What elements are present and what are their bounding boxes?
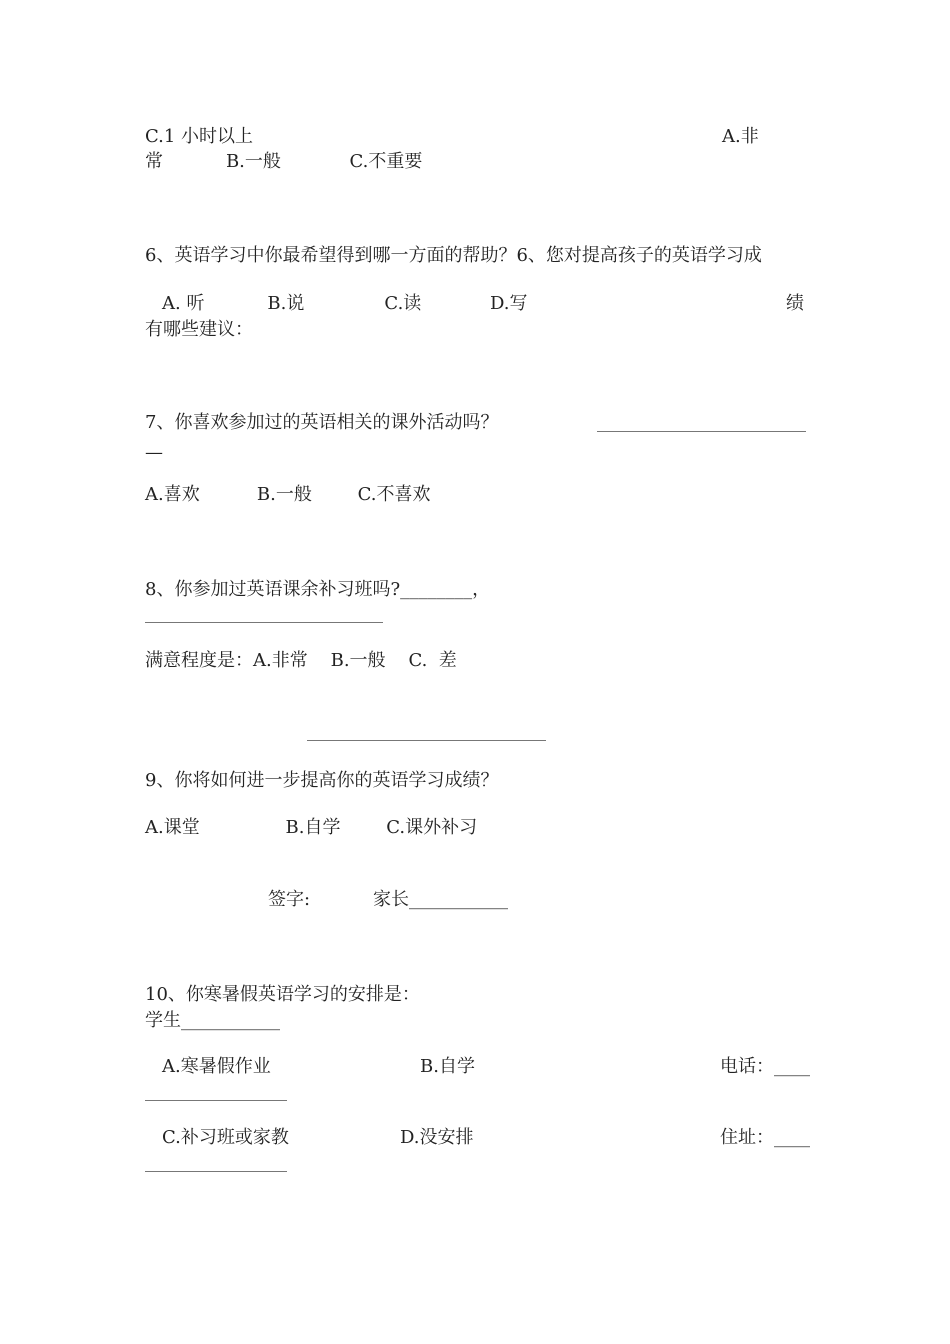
question-6-continuation: 有哪些建议： bbox=[145, 319, 253, 340]
question-10-option-d: D.没安排 bbox=[400, 1127, 474, 1148]
answer-blank-tail: — bbox=[145, 442, 163, 463]
question-7-options: A.喜欢 B.一般 C.不喜欢 bbox=[145, 484, 431, 505]
phone-field: 电话：____ bbox=[720, 1056, 810, 1077]
importance-options: 常 B.一般 C.不重要 bbox=[145, 151, 423, 172]
answer-blank-line bbox=[597, 431, 806, 432]
student-signature: 学生___________ bbox=[145, 1010, 280, 1031]
option-c-over-1-hour: C.1 小时以上 bbox=[145, 126, 254, 147]
address-field: 住址：____ bbox=[720, 1127, 810, 1148]
question-9-options: A.课堂 B.自学 C.课外补习 bbox=[145, 817, 478, 838]
answer-blank-line bbox=[145, 1100, 287, 1101]
parent-signature: 签字: 家长___________ bbox=[268, 889, 509, 910]
answer-blank-line bbox=[145, 1171, 287, 1172]
answer-blank-line bbox=[145, 622, 383, 623]
answer-blank-line bbox=[307, 740, 546, 741]
question-7: 7、你喜欢参加过的英语相关的课外活动吗？ bbox=[145, 412, 499, 433]
question-10-option-a: A.寒暑假作业 bbox=[162, 1056, 271, 1077]
question-6: 6、英语学习中你最希望得到哪一方面的帮助？6、您对提高孩子的英语学习成 bbox=[145, 245, 762, 266]
question-9: 9、你将如何进一步提高你的英语学习成绩？ bbox=[145, 770, 499, 791]
option-a-fei: A.非 bbox=[722, 126, 759, 147]
question-8: 8、你参加过英语课余补习班吗?________， bbox=[145, 579, 491, 600]
question-6-options: A. 听 B.说 C.读 D.写 bbox=[162, 293, 528, 314]
question-8-satisfaction: 满意程度是：A.非常 B.一般 C. 差 bbox=[145, 650, 457, 671]
question-10-option-c: C.补习班或家教 bbox=[162, 1127, 289, 1148]
question-10-option-b: B.自学 bbox=[420, 1056, 475, 1077]
question-6-wrap-char: 绩 bbox=[786, 293, 804, 314]
question-10: 10、你寒暑假英语学习的安排是： bbox=[145, 984, 420, 1005]
